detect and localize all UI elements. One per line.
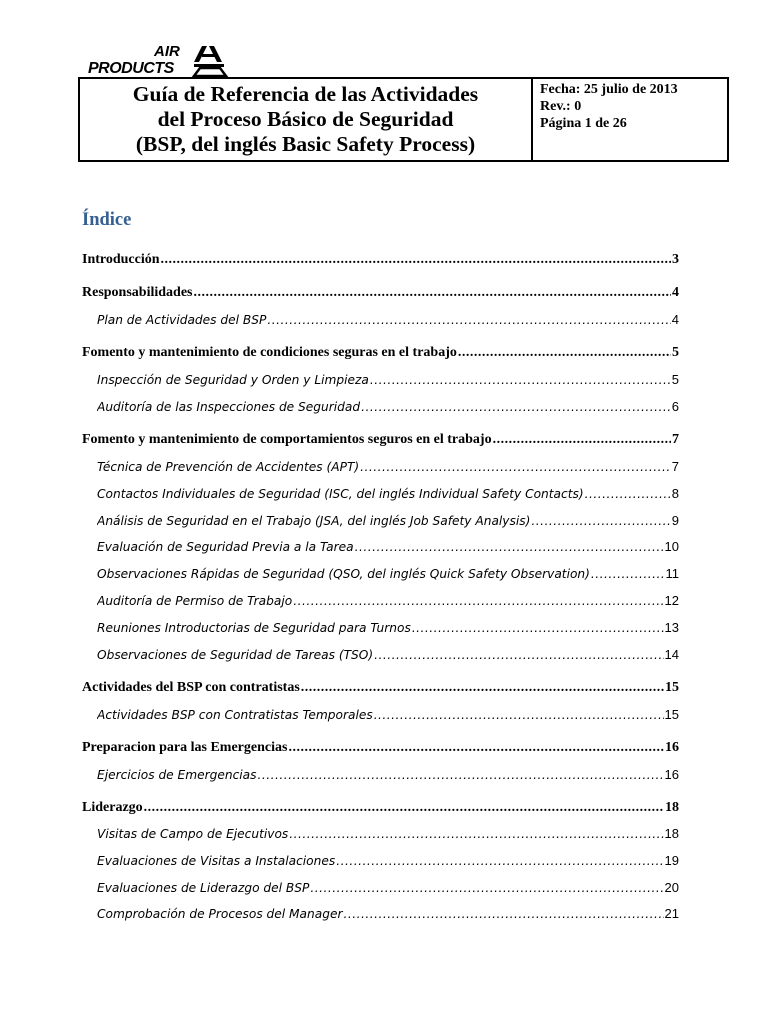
toc-entry-section[interactable] <box>82 345 679 361</box>
toc-entry-page-number: 8 <box>671 486 679 501</box>
toc-entry-title: Fomento y mantenimiento de comportamientos seguros en el trabajo <box>82 432 492 447</box>
toc-entry-title: Responsabilidades <box>82 285 193 300</box>
toc-entry-subsection[interactable] <box>97 486 679 501</box>
toc-entry-page-number: 4 <box>672 285 679 300</box>
toc-entry-subsection[interactable] <box>97 826 679 841</box>
toc-entry-section[interactable] <box>82 252 679 268</box>
toc-dot-leader <box>301 680 664 696</box>
toc-dot-leader <box>374 708 664 722</box>
toc-entry-title: Fomento y mantenimiento de condiciones seguras en el trabajo <box>82 345 457 360</box>
toc-entry-page-number: 13 <box>664 620 679 635</box>
toc-entry-title: Comprobación de Procesos del Manager <box>97 907 343 921</box>
toc-entry-title: Inspección de Seguridad y Orden y Limpieza <box>97 373 369 387</box>
toc-entry-page-number: 7 <box>672 432 679 447</box>
toc-dot-leader <box>361 400 671 414</box>
toc-entry-title: Evaluaciones de Liderazgo del BSP <box>97 881 310 895</box>
toc-entry-subsection[interactable] <box>97 767 679 782</box>
toc-entry-subsection[interactable] <box>97 880 679 895</box>
toc-entry-page-number: 10 <box>664 539 679 554</box>
toc-entry-page-number: 9 <box>671 513 679 528</box>
toc-entry-page-number: 5 <box>671 372 679 387</box>
toc-heading: Índice <box>82 210 132 230</box>
toc-entry-title: Auditoría de Permiso de Trabajo <box>97 594 293 608</box>
toc-dot-leader <box>458 345 671 361</box>
toc-entry-subsection[interactable] <box>97 647 679 662</box>
toc-entry-subsection[interactable] <box>97 906 679 921</box>
toc-entry-subsection[interactable] <box>97 620 679 635</box>
toc-dot-leader <box>267 313 670 327</box>
toc-entry-page-number: 19 <box>664 853 679 868</box>
toc-entry-section[interactable] <box>82 680 679 696</box>
toc-entry-title: Ejercicios de Emergencias <box>97 768 257 782</box>
toc-entry-page-number: 16 <box>664 767 679 782</box>
toc-entry-subsection[interactable] <box>97 853 679 868</box>
toc-entry-title: Observaciones Rápidas de Seguridad (QSO, del inglés Quick Safety Observation) <box>97 567 590 581</box>
toc-entry-subsection[interactable] <box>97 312 679 327</box>
toc-entry-page-number: 16 <box>665 740 679 755</box>
toc-entry-title: Contactos Individuales de Seguridad (ISC, del inglés Individual Safety Contacts) <box>97 487 584 501</box>
toc-dot-leader <box>412 621 664 635</box>
toc-dot-leader <box>161 252 671 268</box>
document-revision: Rev.: 0 <box>540 99 582 114</box>
toc-dot-leader <box>288 740 664 756</box>
toc-entry-subsection[interactable] <box>97 593 679 608</box>
document-title-line-3: (BSP, del inglés Basic Safety Process) <box>135 132 476 156</box>
toc-entry-title: Preparacion para las Emergencias <box>82 740 288 755</box>
toc-dot-leader <box>374 648 663 662</box>
toc-dot-leader <box>585 487 671 501</box>
toc-entry-page-number: 12 <box>664 593 679 608</box>
toc-entry-title: Auditoría de las Inspecciones de Seguridad <box>97 400 361 414</box>
toc-entry-subsection[interactable] <box>97 566 679 581</box>
toc-entry-title: Evaluación de Seguridad Previa a la Tarea <box>97 540 354 554</box>
toc-entry-subsection[interactable] <box>97 372 679 387</box>
toc-dot-leader <box>289 827 663 841</box>
toc-entry-page-number: 20 <box>664 880 679 895</box>
toc-entry-section[interactable] <box>82 432 679 448</box>
toc-entry-section[interactable] <box>82 800 679 816</box>
toc-dot-leader <box>370 373 671 387</box>
toc-dot-leader <box>310 881 663 895</box>
toc-entry-title: Actividades BSP con Contratistas Temporales <box>97 708 373 722</box>
toc-entry-page-number: 14 <box>664 647 679 662</box>
toc-entry-title: Evaluaciones de Visitas a Instalaciones <box>97 854 336 868</box>
toc-entry-page-number: 15 <box>664 707 679 722</box>
toc-entry-page-number: 15 <box>665 680 679 695</box>
toc-entry-page-number: 18 <box>664 826 679 841</box>
toc-dot-leader <box>258 768 664 782</box>
toc-entry-subsection[interactable] <box>97 459 679 474</box>
toc-dot-leader <box>591 567 665 581</box>
toc-entry-section[interactable] <box>82 285 679 301</box>
toc-entry-section[interactable] <box>82 740 679 756</box>
toc-entry-subsection[interactable] <box>97 539 679 554</box>
toc-entry-title: Visitas de Campo de Ejecutivos <box>97 827 289 841</box>
toc-dot-leader <box>343 907 663 921</box>
toc-dot-leader <box>360 460 671 474</box>
toc-entry-title: Actividades del BSP con contratistas <box>82 680 300 695</box>
toc-entry-page-number: 11 <box>665 566 679 581</box>
toc-entry-title: Introducción <box>82 252 160 267</box>
toc-entry-title: Plan de Actividades del BSP <box>97 313 267 327</box>
toc-entry-subsection[interactable] <box>97 707 679 722</box>
toc-entry-title: Liderazgo <box>82 800 143 815</box>
toc-dot-leader <box>355 540 664 554</box>
toc-entry-page-number: 18 <box>665 800 679 815</box>
toc-dot-leader <box>493 432 671 448</box>
toc-entry-title: Observaciones de Seguridad de Tareas (TSO) <box>97 648 374 662</box>
toc-entry-page-number: 5 <box>672 345 679 360</box>
logo-text-products: PRODUCTS <box>88 60 174 77</box>
toc-dot-leader <box>293 594 663 608</box>
toc-entry-page-number: 21 <box>664 906 679 921</box>
logo-text-air: AIR <box>154 43 180 60</box>
toc-entry-page-number: 6 <box>671 399 679 414</box>
toc-entry-title: Reuniones Introductorias de Seguridad para Turnos <box>97 621 411 635</box>
document-title-line-1: Guía de Referencia de las Actividades <box>132 82 479 106</box>
document-date: Fecha: 25 julio de 2013 <box>540 82 678 97</box>
document-page-count: Página 1 de 26 <box>540 116 627 131</box>
toc-dot-leader <box>336 854 663 868</box>
toc-entry-title: Análisis de Seguridad en el Trabajo (JSA, del inglés Job Safety Analysis) <box>97 514 531 528</box>
toc-dot-leader <box>531 514 670 528</box>
toc-entry-page-number: 4 <box>671 312 679 327</box>
toc-entry-page-number: 3 <box>672 252 679 267</box>
toc-entry-page-number: 7 <box>671 459 679 474</box>
toc-entry-subsection[interactable] <box>97 399 679 414</box>
toc-entry-title: Técnica de Prevención de Accidentes (APT) <box>97 460 360 474</box>
toc-dot-leader <box>193 285 671 301</box>
toc-entry-subsection[interactable] <box>97 513 679 528</box>
document-title-line-2: del Proceso Básico de Seguridad <box>157 107 454 131</box>
toc-dot-leader <box>144 800 664 816</box>
